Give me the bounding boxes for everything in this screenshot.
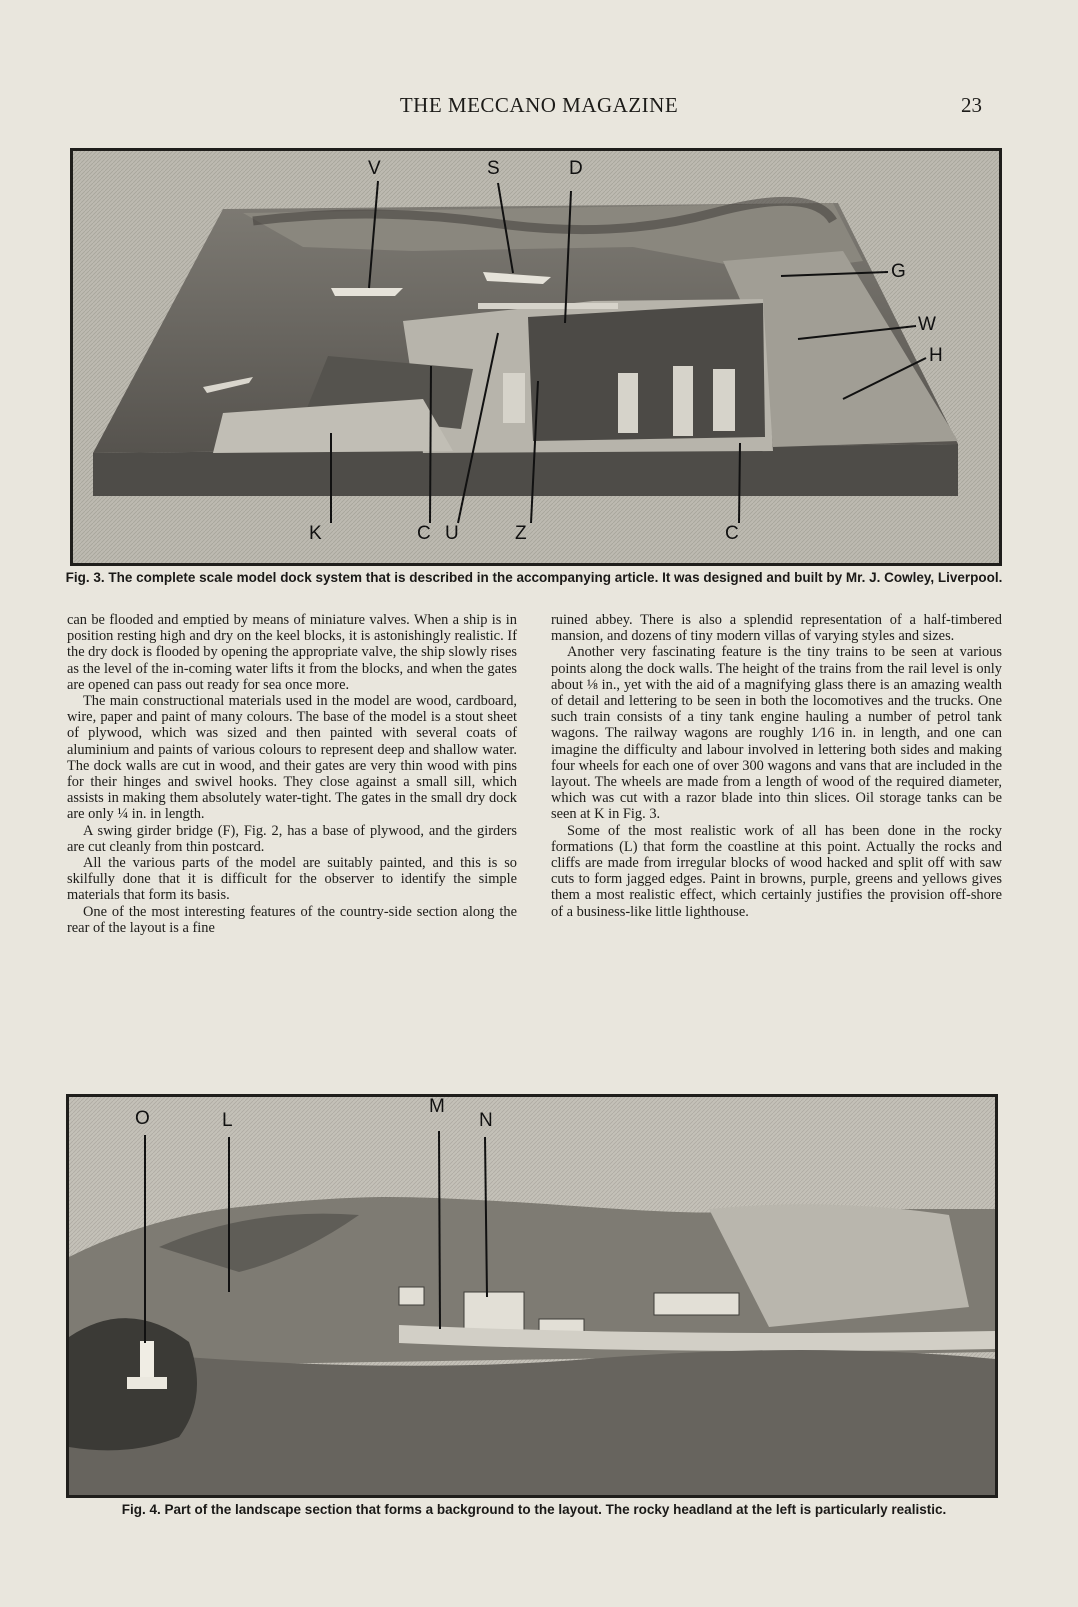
label-o: O (135, 1108, 150, 1129)
label-k: K (309, 523, 322, 544)
paragraph: can be flooded and emptied by means of miniature valves. When a ship is in position resting high and dry on the keel blocks, it is astonishingly realistic. If the dry dock is flooded by opening the appropriate valve, the ship slowly rises as the level of the in-coming water lifts it from the blocks, and when the gates are opened can pass out ready for sea once more. (67, 612, 518, 693)
article-column-right (551, 612, 1002, 920)
label-c-right: C (725, 523, 739, 544)
paragraph: The main constructional materials used in the model are wood, cardboard, wire, paper and paint of many colours. The base of the model is a stout sheet of plywood, which was sized and then painted with several coats of aluminium and paints of various colours to represent deep and shallow water. The dock walls are cut in wood, and their gates are very thin wood with pins for their hinges and swivel hooks. They close against a small sill, which assists in making them absolutely water-tight. The gates in the small dry dock are only ¼ in. in length. (67, 693, 517, 823)
paragraph: Some of the most realistic work of all has been done in the rocky formations (L) that form the coastline at this point. Actually the rocks and cliffs are made from irregular blocks of wood hacked and split off with saw cuts to form jagged edges. Paint in browns, purple, greens and yellows gives them a most realistic effect, which certainly justifies the provision off-shore of a business-like little lighthouse. (551, 822, 1002, 920)
label-m: M (429, 1096, 445, 1117)
fig3-caption: Fig. 3. The complete scale model dock system that is described in the accompanying article. It was designed and built by Mr. J. Cowley, Liverpool. (65, 570, 1003, 585)
fig4-landscape-photo (66, 1094, 998, 1498)
label-w: W (918, 314, 936, 335)
label-v: V (368, 158, 381, 179)
article-column-left (67, 612, 517, 936)
paragraph: ruined abbey. There is also a splendid representation of a half-timbered mansion, and dozens of tiny modern villas of varying styles and sizes. (551, 612, 1002, 645)
label-n: N (479, 1110, 493, 1131)
ship-v (331, 288, 403, 296)
page-number: 23 (961, 93, 982, 117)
label-d: D (569, 158, 583, 179)
label-c-left: C (417, 523, 431, 544)
label-u: U (445, 523, 459, 544)
paragraph: Another very fascinating feature is the tiny trains to be seen at various points along the dock walls. The height of the trains from the rail level is only about ⅛ in., yet with the aid of a magnifying glass there is an amazing wealth of detail and lettering to be seen in both the locomotives and the trucks. One such train consists of a tiny tank engine hauling a number of petrol tank wagons. The railway wagons are roughly 1⁄16 in. in length, and one can imagine the difficulty and labour involved in lettering both sides and making four wheels for each one of over 300 wagons and vans that are included in the layout. The wheels are made from a length of wood of the required diameter, which was cut with a razor blade into thin slices. Oil storage tanks can be seen at K in Fig. 3. (551, 644, 1002, 823)
running-head (0, 93, 1078, 123)
label-h: H (929, 345, 943, 366)
masthead: THE MECCANO MAGAZINE (399, 93, 679, 117)
fig3-illustration (73, 151, 999, 563)
label-l: L (222, 1110, 233, 1131)
paragraph: One of the most interesting features of the country-side section along the rear of the layout is a fine (67, 903, 517, 936)
fig4-caption: Fig. 4. Part of the landscape section that forms a background to the layout. The rocky headland at the left is particularly realistic. (121, 1502, 947, 1517)
fig3-dock-model-photo (70, 148, 1002, 566)
label-g: G (891, 261, 906, 282)
lighthouse (140, 1341, 154, 1381)
label-s: S (487, 158, 500, 179)
sea (69, 1347, 995, 1495)
label-z: Z (515, 523, 527, 544)
fig4-illustration (69, 1097, 995, 1495)
paragraph: All the various parts of the model are suitably painted, and this is so skilfully done that it is difficult for the observer to identify the simple materials that form its basis. (67, 855, 517, 904)
paragraph: A swing girder bridge (F), Fig. 2, has a base of plywood, and the girders are cut cleanly from thin postcard. (67, 822, 517, 855)
